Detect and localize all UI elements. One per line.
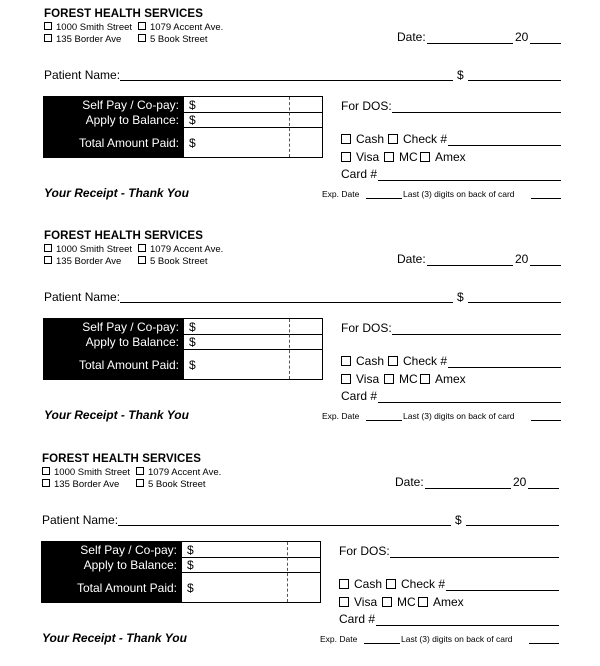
check-number-line[interactable] [448,145,561,146]
row-divider [182,572,320,573]
checkbox-icon[interactable] [44,22,52,30]
date-label: Date: [397,30,426,44]
last-digits-label: Last (3) digits on back of card [403,189,515,199]
checkbox-icon[interactable] [42,467,50,475]
cash-option[interactable]: Cash [339,577,382,591]
checkbox-icon[interactable] [339,579,349,589]
location-2: 1079 Accent Ave. [138,22,223,33]
patient-dollar: $ [455,513,462,527]
payment-table [43,318,323,380]
self-pay-amount[interactable]: $ [189,320,196,334]
location-3: 135 Border Ave [44,34,121,45]
cash-option[interactable]: Cash [341,132,384,146]
patient-name-line[interactable] [118,525,451,526]
patient-name-label: Patient Name: [42,513,119,527]
visa-option[interactable]: Visa [341,150,379,164]
total-paid-amount[interactable]: $ [189,358,196,372]
for-dos-label: For DOS: [341,321,392,335]
checkbox-icon[interactable] [44,34,52,42]
patient-amount-line[interactable] [468,80,561,81]
patient-amount-line[interactable] [466,525,559,526]
location-4: 5 Book Street [136,479,206,490]
row-divider [184,127,322,128]
year-prefix: 20 [513,475,527,489]
for-dos-line[interactable] [392,112,561,113]
last-digits-label: Last (3) digits on back of card [403,411,515,421]
date-line[interactable] [425,488,511,489]
patient-name-label: Patient Name: [44,290,121,304]
receipt-3 [0,445,598,665]
checkbox-icon[interactable] [341,134,351,144]
payment-table [43,96,323,158]
cents-divider [289,319,290,379]
receipt-2 [0,222,600,442]
exp-date-label: Exp. Date [322,189,360,199]
self-pay-label: Self Pay / Co-pay: [82,98,179,112]
row-divider [184,112,322,113]
checkbox-icon[interactable] [341,152,351,162]
total-paid-label: Total Amount Paid: [78,358,179,372]
patient-amount-line[interactable] [468,302,561,303]
exp-date-line[interactable] [364,643,400,644]
patient-name-label: Patient Name: [44,68,121,82]
apply-balance-amount[interactable]: $ [189,113,196,127]
card-number-label: Card # [341,389,378,403]
location-1: 1000 Smith Street [42,467,130,478]
mc-option[interactable]: MC [384,372,418,386]
apply-balance-amount[interactable]: $ [189,335,196,349]
checkbox-icon[interactable] [341,356,351,366]
checkbox-icon[interactable] [42,479,50,487]
cents-divider [289,97,290,157]
for-dos-line[interactable] [392,334,561,335]
card-number-label: Card # [339,612,376,626]
check-number-line[interactable] [448,367,561,368]
last-digits-line[interactable] [529,643,559,644]
exp-date-label: Exp. Date [322,411,360,421]
apply-balance-amount[interactable]: $ [187,558,194,572]
checkbox-icon[interactable] [341,374,351,384]
card-number-line[interactable] [378,180,561,181]
year-prefix: 20 [515,252,529,266]
apply-balance-label: Apply to Balance: [83,558,177,572]
card-number-line[interactable] [376,625,559,626]
checkbox-icon[interactable] [384,152,394,162]
thank-you-text: Your Receipt - Thank You [44,408,189,422]
checkbox-icon[interactable] [138,244,146,252]
for-dos-label: For DOS: [341,99,392,113]
self-pay-amount[interactable]: $ [189,98,196,112]
exp-date-label: Exp. Date [320,634,358,644]
mc-option[interactable]: MC [382,595,416,609]
check-option[interactable]: Check # [388,354,447,368]
checkbox-icon[interactable] [44,244,52,252]
last-digits-label: Last (3) digits on back of card [401,634,513,644]
location-2: 1079 Accent Ave. [138,244,223,255]
checkbox-icon[interactable] [138,34,146,42]
checkbox-icon[interactable] [44,256,52,264]
visa-option[interactable]: Visa [339,595,377,609]
checkbox-icon[interactable] [388,356,398,366]
check-option[interactable]: Check # [386,577,445,591]
checkbox-icon[interactable] [138,256,146,264]
checkbox-icon[interactable] [388,134,398,144]
thank-you-text: Your Receipt - Thank You [44,186,189,200]
location-3: 135 Border Ave [42,479,119,490]
apply-balance-label: Apply to Balance: [85,113,179,127]
visa-option[interactable]: Visa [341,372,379,386]
for-dos-label: For DOS: [339,544,390,558]
last-digits-line[interactable] [531,420,561,421]
company-name: FOREST HEALTH SERVICES [44,8,203,20]
self-pay-label: Self Pay / Co-pay: [82,320,179,334]
location-1: 1000 Smith Street [44,244,132,255]
mc-option[interactable]: MC [384,150,418,164]
checkbox-icon[interactable] [420,374,430,384]
year-line[interactable] [530,43,561,44]
amex-option[interactable]: Amex [420,372,466,386]
location-4: 5 Book Street [138,34,208,45]
total-paid-amount[interactable]: $ [187,581,194,595]
company-name: FOREST HEALTH SERVICES [44,230,203,242]
payment-table [41,541,321,603]
company-name: FOREST HEALTH SERVICES [42,453,201,465]
location-4: 5 Book Street [138,256,208,267]
checkbox-icon[interactable] [420,152,430,162]
card-number-line[interactable] [378,402,561,403]
location-1: 1000 Smith Street [44,22,132,33]
total-paid-label: Total Amount Paid: [78,136,179,150]
checkbox-icon[interactable] [339,597,349,607]
exp-date-line[interactable] [366,420,402,421]
exp-date-line[interactable] [366,198,402,199]
checkbox-icon[interactable] [136,479,144,487]
year-prefix: 20 [515,30,529,44]
location-2: 1079 Accent Ave. [136,467,221,478]
self-pay-label: Self Pay / Co-pay: [80,543,177,557]
checkbox-icon[interactable] [136,467,144,475]
row-divider [182,557,320,558]
date-label: Date: [397,252,426,266]
check-option[interactable]: Check # [388,132,447,146]
checkbox-icon[interactable] [386,579,396,589]
checkbox-icon[interactable] [418,597,428,607]
checkbox-icon[interactable] [138,22,146,30]
patient-dollar: $ [457,290,464,304]
total-paid-amount[interactable]: $ [189,136,196,150]
year-line[interactable] [530,265,561,266]
date-line[interactable] [427,265,513,266]
row-divider [184,334,322,335]
date-line[interactable] [427,43,513,44]
card-number-label: Card # [341,167,378,181]
checkbox-icon[interactable] [382,597,392,607]
date-label: Date: [395,475,424,489]
last-digits-line[interactable] [531,198,561,199]
thank-you-text: Your Receipt - Thank You [42,631,187,645]
amex-option[interactable]: Amex [420,150,466,164]
total-paid-label: Total Amount Paid: [76,581,177,595]
for-dos-line[interactable] [390,557,559,558]
receipt-1 [0,0,600,220]
row-divider [184,349,322,350]
location-3: 135 Border Ave [44,256,121,267]
year-line[interactable] [528,488,559,489]
check-number-line[interactable] [446,590,559,591]
checkbox-icon[interactable] [384,374,394,384]
apply-balance-label: Apply to Balance: [85,335,179,349]
cents-divider [287,542,288,602]
patient-name-line[interactable] [120,302,453,303]
patient-name-line[interactable] [120,80,453,81]
cash-option[interactable]: Cash [341,354,384,368]
self-pay-amount[interactable]: $ [187,543,194,557]
patient-dollar: $ [457,68,464,82]
amex-option[interactable]: Amex [418,595,464,609]
